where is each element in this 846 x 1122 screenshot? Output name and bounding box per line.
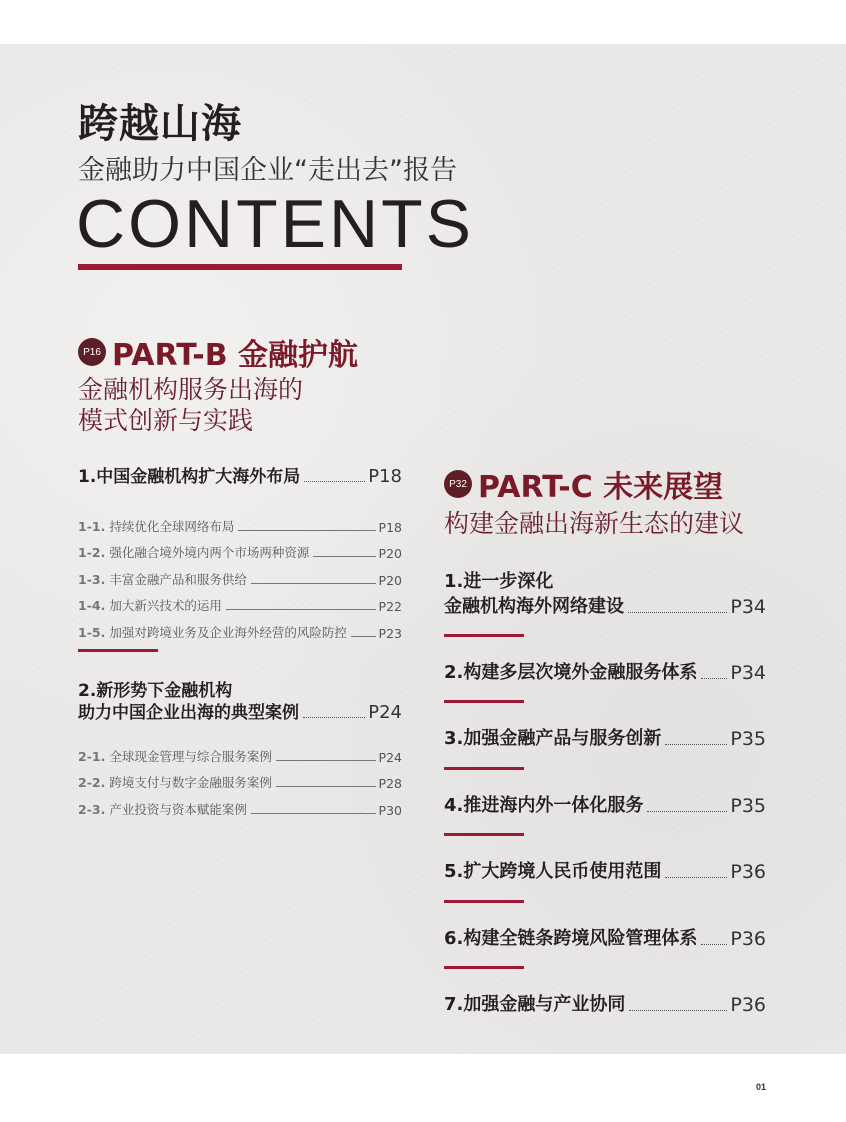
toc-section-1-page: P18 (368, 466, 402, 487)
toc-section-1[interactable] (78, 462, 402, 487)
toc-section-2[interactable] (78, 698, 402, 723)
part-b-badge: P16 (78, 338, 106, 366)
dot-leader (304, 481, 365, 482)
leader-line (226, 609, 376, 610)
part-c-badge: P32 (444, 470, 472, 498)
section-divider (444, 900, 524, 903)
report-subtitle: 金融助力中国企业“走出去”报告 (78, 155, 457, 186)
section-divider (444, 700, 524, 703)
toc-c-item-page: P35 (730, 728, 766, 750)
toc-section-1-label: 1.中国金融机构扩大海外布局 (78, 467, 301, 487)
toc-item-page: P24 (378, 749, 402, 765)
leader-line (313, 556, 375, 557)
toc-c-item-page: P34 (730, 596, 766, 618)
toc-item-number: 1-5. (78, 624, 106, 640)
toc-item-page: P20 (378, 572, 402, 588)
toc-c-item-label: 4.推进海内外一体化服务 (444, 795, 644, 816)
dot-leader (701, 944, 727, 945)
toc-item-label: 持续优化全球网络布局 (109, 518, 235, 534)
toc-c-item-label: 5.扩大跨境人民币使用范围 (444, 861, 662, 882)
dot-leader (629, 1010, 727, 1011)
toc-item-label: 加强对跨境业务及企业海外经营的风险防控 (109, 624, 347, 640)
toc-item-label: 加大新兴技术的运用 (109, 598, 222, 613)
leader-line (276, 786, 376, 787)
toc-section-2-list (78, 738, 402, 818)
part-b-subtitle-line1: 金融机构服务出海的 (78, 375, 304, 404)
page-number: 01 (756, 1082, 767, 1092)
part-c-heading: PART-C 未来展望 (478, 470, 724, 505)
section-divider (444, 966, 524, 969)
toc-item-2-2[interactable] (78, 765, 402, 792)
toc-item-page: P28 (378, 776, 402, 791)
toc-c-item-3[interactable] (444, 724, 766, 750)
dot-leader (647, 811, 727, 812)
part-c-header (444, 462, 723, 506)
toc-item-1-3[interactable] (78, 561, 402, 588)
toc-c-item-label: 金融机构海外网络建设 (444, 596, 624, 617)
toc-c-item-label: 3.加强金融产品与服务创新 (444, 728, 662, 749)
toc-item-page: P20 (378, 546, 402, 561)
toc-item-number: 1-3. (78, 571, 106, 587)
leader-line (251, 813, 376, 814)
toc-item-number: 2-2. (78, 775, 106, 790)
toc-c-item-label: 2.构建多层次境外金融服务体系 (444, 662, 698, 683)
toc-item-number: 2-1. (78, 748, 106, 764)
section-divider (444, 767, 524, 770)
part-b-heading: PART-B 金融护航 (112, 338, 359, 373)
toc-c-item-page: P36 (730, 928, 766, 950)
toc-item-1-2[interactable] (78, 535, 402, 562)
toc-c-item-page: P36 (730, 994, 766, 1016)
toc-c-item-page: P34 (730, 662, 766, 684)
toc-c-item-label: 7.加强金融与产业协同 (444, 994, 626, 1015)
toc-item-number: 1-4. (78, 598, 106, 613)
toc-c-item-2[interactable] (444, 658, 766, 684)
toc-c-item-7[interactable] (444, 990, 766, 1016)
toc-section-2-label: 助力中国企业出海的典型案例 (78, 703, 299, 723)
toc-item-page: P18 (378, 519, 402, 535)
toc-item-1-4[interactable] (78, 588, 402, 615)
toc-c-item-1[interactable] (444, 592, 766, 618)
section-divider (444, 634, 524, 637)
toc-item-1-5[interactable] (78, 614, 402, 641)
part-c-subtitle: 构建金融出海新生态的建议 (444, 509, 745, 538)
toc-item-label: 跨境支付与数字金融服务案例 (109, 775, 272, 790)
toc-item-1-1[interactable] (78, 508, 402, 535)
toc-section-1-list (78, 508, 402, 641)
toc-item-label: 丰富金融产品和服务供给 (109, 571, 247, 587)
dot-leader (628, 612, 727, 613)
toc-item-number: 2-3. (78, 801, 106, 817)
dot-leader (665, 877, 727, 878)
toc-c-item-5[interactable] (444, 857, 766, 883)
toc-section-2-line1: 2.新形势下金融机构 (78, 681, 233, 701)
leader-line (251, 583, 376, 584)
toc-c-item-page: P36 (730, 861, 766, 883)
leader-line (238, 530, 375, 531)
report-title: 跨越山海 (78, 101, 242, 147)
section-divider (78, 649, 158, 652)
toc-c-item-page: P35 (730, 795, 766, 817)
toc-item-2-3[interactable] (78, 791, 402, 818)
part-b-subtitle-line2: 模式创新与实践 (78, 406, 254, 435)
dot-leader (665, 744, 727, 745)
dot-leader (701, 678, 727, 679)
toc-item-label: 强化融合境外境内两个市场两种资源 (109, 545, 310, 560)
dot-leader (303, 717, 365, 718)
toc-item-number: 1-2. (78, 545, 106, 560)
part-b-header (78, 330, 358, 374)
toc-c-item-6[interactable] (444, 924, 766, 950)
toc-c-item-label: 6.构建全链条跨境风险管理体系 (444, 928, 698, 949)
leader-line (276, 760, 376, 761)
leader-line (351, 636, 376, 637)
toc-item-page: P22 (378, 599, 402, 614)
contents-underline (78, 264, 402, 270)
toc-item-label: 全球现金管理与综合服务案例 (109, 748, 272, 764)
toc-item-number: 1-1. (78, 518, 106, 534)
section-divider (444, 833, 524, 836)
contents-heading: CONTENTS (76, 186, 474, 262)
toc-section-2-page: P24 (368, 702, 402, 723)
toc-item-2-1[interactable] (78, 738, 402, 765)
toc-item-page: P23 (378, 625, 402, 641)
toc-item-label: 产业投资与资本赋能案例 (109, 801, 247, 817)
toc-c-item-1-line1: 1.进一步深化 (444, 571, 554, 592)
toc-item-page: P30 (378, 802, 402, 818)
toc-c-item-4[interactable] (444, 791, 766, 817)
